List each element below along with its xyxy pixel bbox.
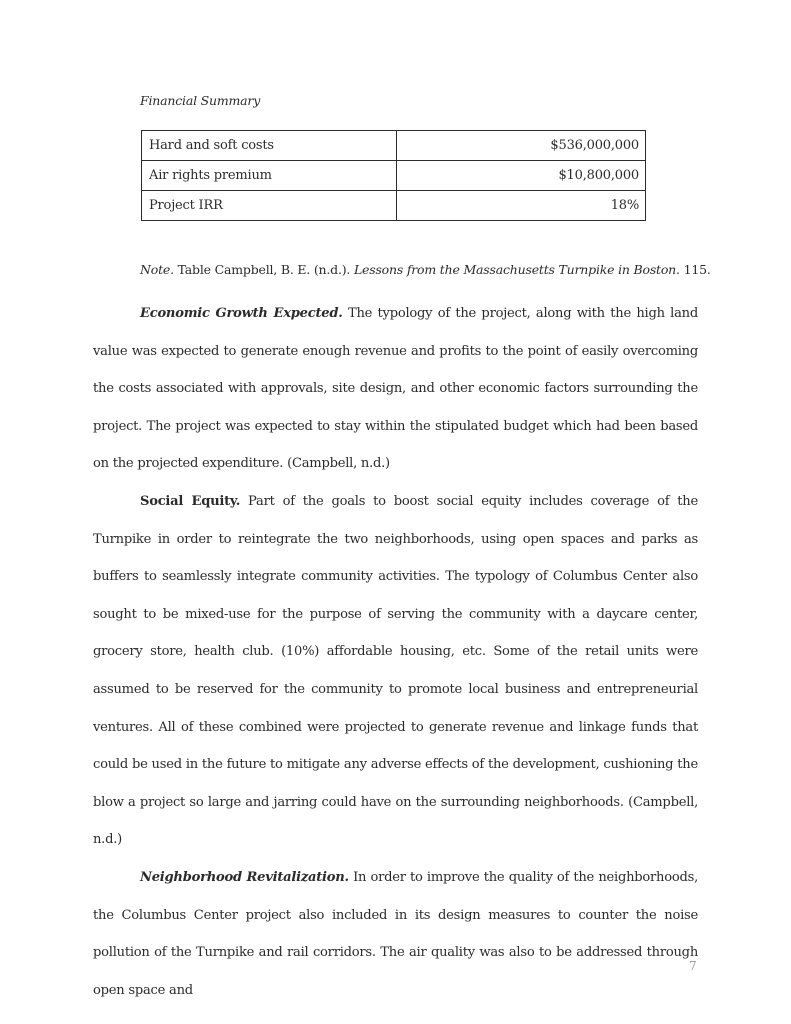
paragraph-body: Part of the goals to boost social equity includes coverage of the Turnpike in order to reintegrate the two neighborhoods, using open spaces and parks as buffers to seamlessly integrate community activities. The typology of Columbus Center also sought to be mixed-use for the purpose of serving the community with a daycare center, grocery store, health club. (10%) affordable housing, etc. Some of the retail units were assumed to be reserved for the community to promote local business and entrepreneurial ventures. All of these combined were projected to generate revenue and linkage funds that could be used in the future to mitigate any adverse effects of the development, cushioning the blow a project so large and jarring could have on the surrounding neighborhoods. (Campbell, n.d.) xyxy=(93,493,698,848)
financial-summary-table xyxy=(141,130,646,221)
table-cell-value: $10,800,000 xyxy=(397,161,646,191)
section-heading: Neighborhood Revitalization. xyxy=(140,869,349,885)
paragraph-neighborhood-revitalization xyxy=(93,859,698,1009)
paragraph-body: In order to improve the quality of the neighborhoods, the Columbus Center project also included in its design measures to counter the noise pollution of the Turnpike and rail corridors. The air quality was also to be addressed through open space and xyxy=(93,869,698,998)
table-cell-label: Project IRR xyxy=(142,191,397,221)
section-heading: Economic Growth Expected. xyxy=(140,306,343,321)
paragraph-body: The typology of the project, along with the high land value was expected to generate enough revenue and profits to the point of easily overcoming the costs associated with approvals, site design, and other economic factors surrounding the project. The project was expected to stay within the stipulated budget which had been based on the projected expenditure. (Campbell, n.d.) xyxy=(93,306,698,472)
note-text: Table Campbell, B. E. (n.d.). xyxy=(173,262,354,277)
table-row xyxy=(142,131,646,161)
table-row xyxy=(142,191,646,221)
table-note xyxy=(140,262,711,277)
page-number: 7 xyxy=(689,959,697,973)
table-row xyxy=(142,161,646,191)
paragraph-economic-growth xyxy=(93,295,698,483)
body-text xyxy=(93,295,698,1009)
note-prefix: Note. xyxy=(140,262,174,277)
table-cell-label: Hard and soft costs xyxy=(142,131,397,161)
paragraph-social-equity xyxy=(93,483,698,859)
table-cell-value: 18% xyxy=(397,191,646,221)
note-suffix: . 115. xyxy=(676,262,711,277)
section-heading: Social Equity. xyxy=(140,493,241,509)
table-cell-value: $536,000,000 xyxy=(397,131,646,161)
table-title: Financial Summary xyxy=(140,93,261,108)
note-source-title: Lessons from the Massachusetts Turnpike in Boston xyxy=(353,262,677,277)
table-cell-label: Air rights premium xyxy=(142,161,397,191)
